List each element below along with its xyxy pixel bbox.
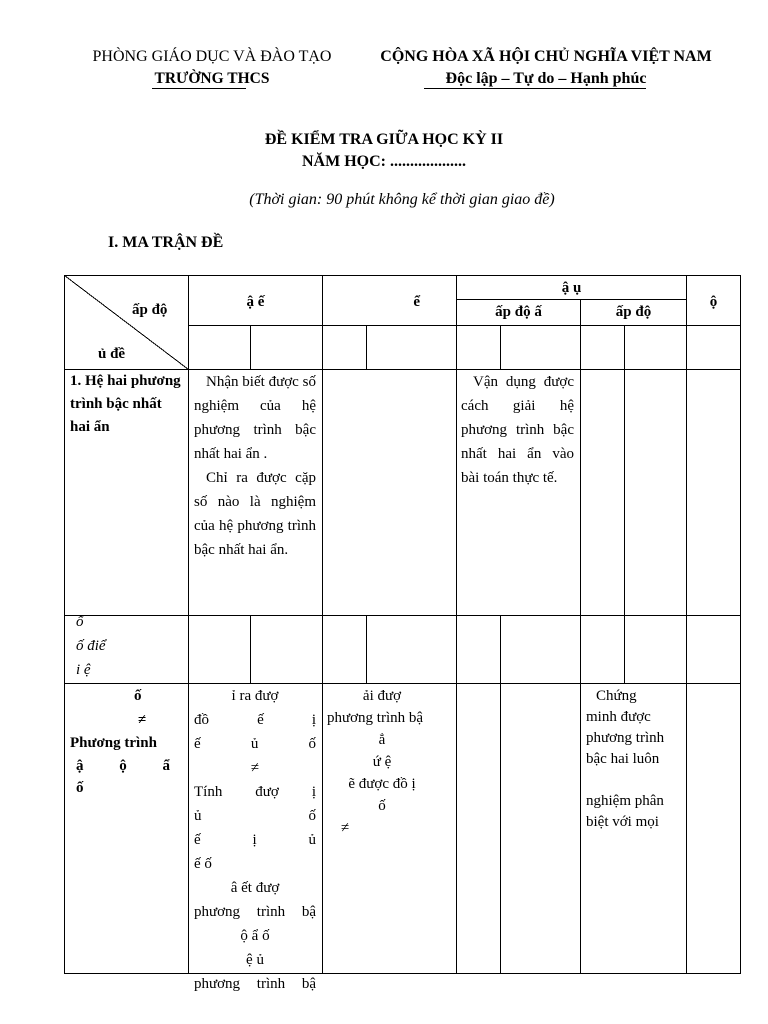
row2-understanding-line-4: ứ ệ — [372, 754, 392, 770]
col-header-understanding: ể — [413, 294, 420, 310]
row2-understanding-line-5: ẽ được đồ ị — [348, 776, 416, 792]
row1-recognition-item1: Nhận biết được số nghiệm của hệ phương trình bậc nhất hai ẩn . — [194, 374, 316, 462]
row2-application-high-line-4: bậc hai luôn — [586, 751, 660, 767]
row1-topic: 1. Hệ hai phương trình bậc nhất hai ẩn — [70, 373, 181, 435]
row2-topic-line3: Phương trình — [70, 735, 157, 751]
row1-stat-percent: i ệ — [76, 662, 91, 678]
row2-recognition-line-6: ủ ố — [194, 808, 316, 824]
row2-application-high-line-6: nghiệm phân — [586, 793, 664, 809]
row1-stat-points: ố điể — [76, 638, 106, 654]
row2-recognition-line-2: đồ ế ị — [194, 712, 316, 728]
national-title: CỘNG HÒA XÃ HỘI CHỦ NGHĨA VIỆT NAM — [380, 48, 712, 65]
row2-topic-line1: ố — [134, 688, 142, 704]
row2-topic-line5: ố — [76, 780, 84, 796]
row2-recognition-line-5: Tính đượ ị — [194, 784, 316, 800]
row2-understanding-line-3: ẳ — [378, 732, 386, 748]
row2-recognition-line-11: ộ ẩ ố — [240, 928, 270, 944]
corner-topic-label: ủ đề — [98, 346, 126, 362]
row2-recognition-line-4: ≠ — [250, 760, 260, 776]
row2-understanding-line-6: ố — [378, 798, 386, 814]
row1-application-low: Vận dụng được cách giải hệ phương trình bậc nhất hai ẩn vào bài toán thực tế. — [461, 374, 574, 486]
corner-level-label: ấp độ — [132, 302, 168, 318]
row2-recognition-line-12: ệ ủ — [246, 952, 264, 968]
row2-recognition-line-7: ế ị ủ — [194, 832, 316, 848]
row2-application-high-line-3: phương trình — [586, 730, 665, 746]
col-header-total: ộ — [709, 294, 718, 310]
section-title: I. MA TRẬN ĐỀ — [108, 234, 224, 251]
school-name: TRƯỜNG THCS — [154, 70, 270, 87]
national-motto: Độc lập – Tự do – Hạnh phúc — [445, 70, 647, 87]
row2-recognition-line-9: â ết đượ — [230, 880, 280, 896]
exam-title: ĐỀ KIỂM TRA GIỮA HỌC KỲ II — [264, 131, 504, 148]
row2-understanding-line-7: ≠ — [341, 820, 350, 836]
row2-application-high-line-7: biệt với mọi — [586, 814, 659, 830]
row2-application-high-line-1: Chứng — [596, 688, 637, 704]
row2-recognition-line-1: ỉ ra đượ — [231, 688, 279, 704]
row2-recognition-line-3: ế ủ ố — [194, 736, 316, 752]
row1-recognition-item2: Chỉ ra được cặp số nào là nghiệm của hệ phương trình bậc nhất hai ẩn. — [194, 470, 316, 558]
row2-recognition-line-10: phương trình bậ — [194, 904, 316, 920]
col-header-application: ậ ụ — [561, 280, 582, 296]
row2-recognition-line-13: phương trình bậ — [194, 976, 316, 992]
row2-understanding-line-2: phương trình bậ — [327, 710, 424, 726]
row2-topic-line4: ậ ộ ẩ — [76, 758, 170, 774]
row2-application-high-line-2: minh được — [586, 709, 651, 725]
col-header-recognition: ậ ế — [246, 294, 265, 310]
row1-stat-questions: ố — [76, 614, 84, 630]
col-header-application-low: ấp độ ấ — [495, 304, 542, 320]
row2-understanding-line-1: ải đượ — [362, 688, 402, 704]
department-name: PHÒNG GIÁO DỤC VÀ ĐÀO TẠO — [92, 48, 332, 65]
col-header-application-high: ấp độ — [615, 304, 652, 320]
exam-time-note: (Thời gian: 90 phút không kể thời gian giao đề) — [249, 191, 555, 208]
row2-recognition-line-8: ế ố — [194, 856, 212, 872]
exam-year: NĂM HỌC: ................... — [302, 153, 466, 170]
row2-topic-line2: ≠ — [138, 712, 147, 728]
